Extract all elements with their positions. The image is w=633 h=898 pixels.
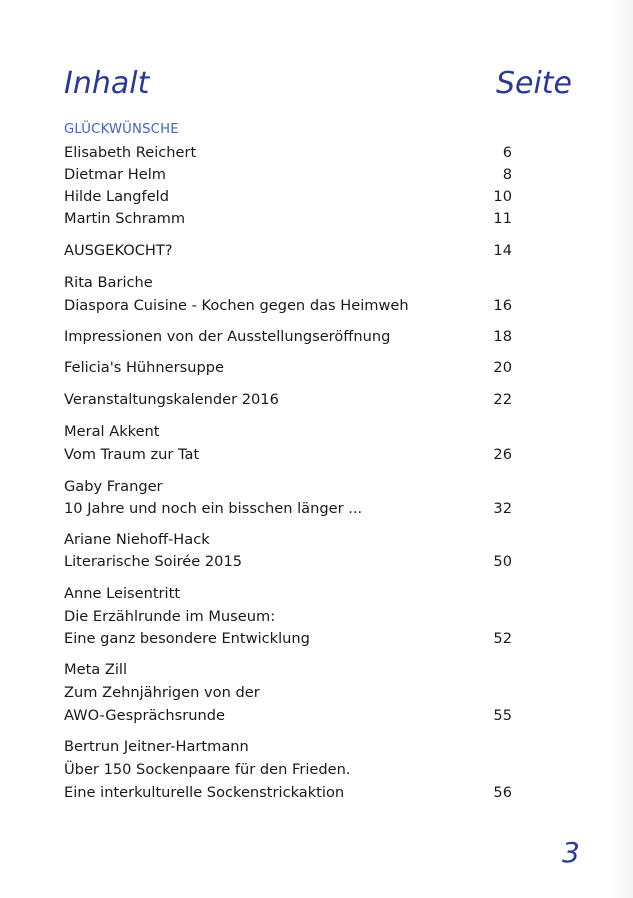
toc-entry-text: Vom Traum zur Tat xyxy=(64,446,200,463)
toc-entry-text: Elisabeth Reichert xyxy=(64,144,197,161)
toc-entry-text: Diaspora Cuisine - Kochen gegen das Heimweh xyxy=(64,297,409,314)
toc-entry-page: 14 xyxy=(493,242,512,259)
toc-entry-text: Hilde Langfeld xyxy=(64,188,169,205)
toc-entry xyxy=(64,607,512,627)
toc-entry xyxy=(64,706,512,726)
toc-entry-text: AUSGEKOCHT? xyxy=(64,242,173,259)
toc-entry-text: Ariane Niehoff-Hack xyxy=(64,531,210,548)
toc-entry-page: 18 xyxy=(493,328,512,345)
toc-entry-text: Literarische Soirée 2015 xyxy=(64,553,243,570)
toc-entry xyxy=(64,273,512,293)
toc-entry xyxy=(64,530,512,550)
toc-entry xyxy=(64,390,512,410)
toc-entry xyxy=(64,143,512,163)
toc-entry xyxy=(64,422,512,442)
toc-entry-page: 6 xyxy=(502,144,512,161)
toc-entry-text: Bertrun Jeitner-Hartmann xyxy=(64,738,249,755)
toc-entry-page: 52 xyxy=(493,630,512,647)
toc-entry xyxy=(64,477,512,497)
toc-entry-text: Veranstaltungskalender 2016 xyxy=(64,391,279,408)
toc-entry-text: Eine interkulturelle Sockenstrickaktion xyxy=(64,784,345,801)
toc-entry-text: Zum Zehnjährigen von der xyxy=(64,684,260,701)
toc-header xyxy=(64,66,572,106)
toc-entry xyxy=(64,584,512,604)
toc-entry xyxy=(64,296,512,316)
toc-entry-text: Meta Zill xyxy=(64,661,128,678)
toc-entry xyxy=(64,683,512,703)
toc-entry xyxy=(64,209,512,229)
toc-entry xyxy=(64,358,512,378)
toc-entry-page: 26 xyxy=(493,446,512,463)
toc-entry xyxy=(64,783,512,803)
page-edge-shadow xyxy=(607,0,633,898)
toc-title: Inhalt xyxy=(64,66,150,101)
toc-entry-text: Gaby Franger xyxy=(64,478,163,495)
toc-entry-page: 32 xyxy=(493,500,512,517)
toc-entry-text: Dietmar Helm xyxy=(64,166,167,183)
toc-entry-text: Meral Akkent xyxy=(64,423,160,440)
toc-entry-text: Über 150 Sockenpaare für den Frieden. xyxy=(64,761,351,778)
toc-entry-page: 20 xyxy=(493,359,512,376)
toc-entry-text: Rita Bariche xyxy=(64,274,153,291)
toc-entry xyxy=(64,187,512,207)
toc-entry-text: Eine ganz besondere Entwicklung xyxy=(64,630,310,647)
page-number: 3 xyxy=(562,836,580,869)
toc-section-heading xyxy=(64,120,512,140)
toc-entry-text: 10 Jahre und noch ein bisschen länger ... xyxy=(64,500,363,517)
toc-entry-page: 8 xyxy=(502,166,512,183)
toc-entry xyxy=(64,445,512,465)
toc-entry-page: 16 xyxy=(493,297,512,314)
toc-entry-text: Anne Leisentritt xyxy=(64,585,181,602)
toc-entry-page: 10 xyxy=(493,188,512,205)
page-column-label: Seite xyxy=(495,66,572,101)
toc-entry-text: Felicia's Hühnersuppe xyxy=(64,359,225,376)
toc-entry-text: Impressionen von der Ausstellungseröffnung xyxy=(64,328,391,345)
toc-entry-text: Die Erzählrunde im Museum: xyxy=(64,608,276,625)
toc-entry-page: 55 xyxy=(493,707,512,724)
toc-entry xyxy=(64,327,512,347)
toc-entry xyxy=(64,660,512,680)
toc-entry-text: Martin Schramm xyxy=(64,210,186,227)
toc-entry-page: 22 xyxy=(493,391,512,408)
toc-entry xyxy=(64,499,512,519)
toc-entry xyxy=(64,760,512,780)
toc-entry xyxy=(64,241,512,261)
toc-entry xyxy=(64,165,512,185)
toc-entry xyxy=(64,629,512,649)
toc-entry-page: 50 xyxy=(493,553,512,570)
toc-entry-page: 11 xyxy=(493,210,512,227)
toc-entry-text: AWO-Gesprächsrunde xyxy=(64,707,226,724)
toc-entry xyxy=(64,552,512,572)
toc-entry-text: GLÜCKWÜNSCHE xyxy=(64,122,179,137)
toc-entry-page: 56 xyxy=(493,784,512,801)
toc-entry xyxy=(64,737,512,757)
